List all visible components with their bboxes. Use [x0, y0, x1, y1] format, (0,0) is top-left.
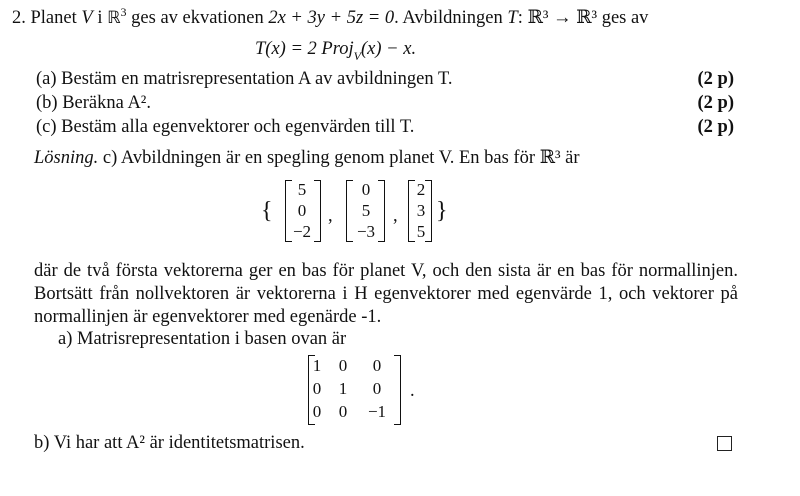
- matrix-entry: 1: [312, 356, 322, 375]
- part-text: Bestäm alla egenvektorer och egenvärden till T.: [61, 117, 415, 137]
- solution-paragraph: där de två första vektorerna ger en bas för planet V, och den sista är en bas för normallinjen. Bortsätt från nollvektoren är vektorerna i H egenvektorer med egenvärde 1, och vektorer på normallinjen är egenvektorer med egenärde -1.: [34, 261, 738, 327]
- matrix-bracket-right: [394, 355, 401, 425]
- vector-entry: −3: [356, 222, 376, 241]
- part-text: Beräkna A².: [62, 93, 151, 113]
- comma: ,: [393, 206, 398, 226]
- part-c: [36, 116, 414, 138]
- part-b: [36, 92, 151, 114]
- vector-entry: 0: [361, 180, 371, 199]
- intro-text-d: . Avbildningen: [394, 8, 508, 28]
- intro-text-a: Planet: [30, 8, 82, 28]
- matrix-entry: 0: [372, 379, 382, 398]
- right-brace: }: [436, 198, 448, 224]
- vector-entry: 0: [297, 201, 307, 220]
- solution-part-a: a) Matrisrepresentation i basen ovan är: [58, 329, 347, 349]
- matrix-period: .: [410, 381, 415, 401]
- definition-formula: [255, 38, 417, 63]
- matrix-entry: −1: [367, 402, 387, 421]
- part-label: (c): [36, 117, 57, 137]
- matrix-entry: 0: [372, 356, 382, 375]
- problem-statement: [12, 7, 648, 29]
- part-label: (a): [36, 69, 57, 89]
- vector-entry: 5: [416, 222, 426, 241]
- dimension-sup: 3: [120, 5, 127, 19]
- part-points: (2 p): [697, 117, 734, 137]
- formula-subscript: V: [353, 48, 361, 63]
- part-points: (2 p): [697, 93, 734, 113]
- matrix-entry: 0: [312, 402, 322, 421]
- problem-number: 2.: [12, 8, 26, 28]
- left-brace: {: [261, 198, 273, 224]
- vector-entry: 5: [297, 180, 307, 199]
- matrix-entry: 1: [338, 379, 348, 398]
- vector-bracket-right: [378, 180, 385, 242]
- matrix-entry: 0: [338, 402, 348, 421]
- vector-bracket-right: [314, 180, 321, 242]
- solution-line: c) Avbildningen är en spegling genom planet V. En bas för ℝ³ är: [98, 148, 580, 168]
- formula-rhs: (x) − x.: [360, 39, 417, 59]
- part-points: (2 p): [697, 69, 734, 89]
- part-text: Bestäm en matrisrepresentation A av avbildningen T.: [61, 69, 453, 89]
- formula-lhs: T(x) = 2 Proj: [255, 39, 354, 59]
- vector-entry: 3: [416, 201, 426, 220]
- matrix-entry: 0: [338, 356, 348, 375]
- intro-text-c: ges av ekvationen: [126, 8, 269, 28]
- plane-equation: 2x + 3y + 5z = 0: [268, 8, 395, 28]
- vector-entry: −2: [292, 222, 312, 241]
- intro-text-e: ges av: [597, 8, 649, 28]
- map-domain: : ℝ³ → ℝ³: [517, 8, 598, 28]
- plane-symbol: V: [81, 8, 93, 28]
- vector-entry: 2: [416, 180, 426, 199]
- solution-label: Lösning.: [34, 148, 99, 168]
- comma: ,: [328, 206, 333, 226]
- matrix-entry: 0: [312, 379, 322, 398]
- intro-text-b: i: [92, 8, 108, 28]
- qed-square-icon: [717, 436, 732, 451]
- vector-entry: 5: [361, 201, 371, 220]
- reals-symbol: ℝ: [107, 8, 121, 28]
- vector-bracket-right: [425, 180, 432, 242]
- map-symbol: T: [507, 8, 518, 28]
- solution-intro: [34, 147, 580, 169]
- part-a: [36, 68, 453, 90]
- part-label: (b): [36, 93, 58, 113]
- solution-part-b: b) Vi har att A² är identitetsmatrisen.: [34, 433, 305, 453]
